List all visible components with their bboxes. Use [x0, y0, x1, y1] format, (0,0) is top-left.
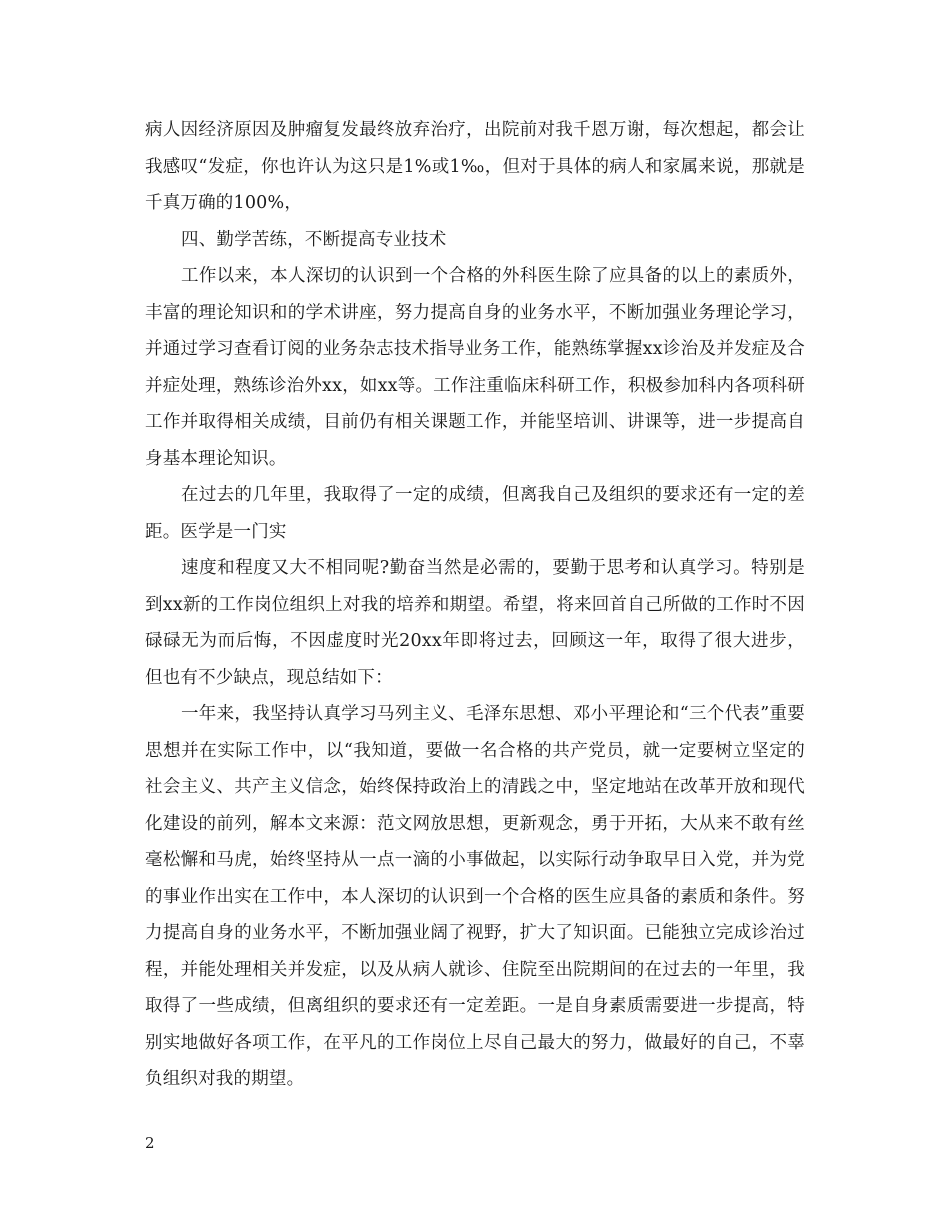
paragraph-year-summary: 一年来，我坚持认真学习马列主义、毛泽东思想、邓小平理论和“三个代表”重要思想并在实际工作中，以“我知道，要做一名合格的共产党员，就一定要树立坚定的社会主义、共产主义信念，始终保持政治上的清践之中，坚定地站在改革开放和现代化建设的前列，解本文来源：范文网放思想，更新观念，勇于开拓，大从来不敢有丝毫松懈和马虎，始终坚持从一点一滴的小事做起，以实际行动争取早日入党，并为党的事业作出实在工作中，本人深切的认识到一个合格的医生应具备的素质和条件。努力提高自身的业务水平，不断加强业阔了视野，扩大了知识面。已能独立完成诊治过程，并能处理相关并发症，以及从病人就诊、住院至出院期间的在过去的一年里，我取得了一些成绩，但离组织的要求还有一定差距。一是自身素质需要进一步提高，特别实地做好各项工作，在平凡的工作岗位上尽自己最大的努力，做最好的自己，不辜负组织对我的期望。: [145, 704, 805, 1089]
paragraph-progress: 速度和程度又大不相同呢?勤奋当然是必需的，要勤于思考和认真学习。特别是到xx新的工作岗位组织上对我的培养和期望。希望，将来回首自己所做的工作时不因碌碌无为而后悔，不因虚度时光20xx年即将过去，回顾这一年，取得了很大进步，但也有不少缺点，现总结如下：: [145, 558, 805, 688]
paragraph-continued: 病人因经济原因及肿瘤复发最终放弃治疗，出院前对我千恩万谢，每次想起，都会让我感叹“发症，你也许认为这只是1%或1‰，但对于具体的病人和家属来说，那就是千真万确的100%，: [145, 120, 805, 213]
page-number: 2: [145, 1134, 155, 1152]
paragraph-achievements: 在过去的几年里，我取得了一定的成绩，但离我自己及组织的要求还有一定的差距。医学是一门实: [145, 485, 805, 542]
document-body: [145, 112, 805, 1098]
paragraph-study: 工作以来，本人深切的认识到一个合格的外科医生除了应具备的以上的素质外，丰富的理论知识和的学术讲座，努力提高自身的业务水平，不断加强业务理论学习，并通过学习查看订阅的业务杂志技术指导业务工作，能熟练掌握xx诊治及并发症及合并症处理，熟练诊治外xx，如xx等。工作注重临床科研工作，积极参加科内各项科研工作并取得相关成绩，目前仍有相关课题工作，并能坚培训、讲课等，进一步提高自身基本理论知识。: [145, 266, 805, 469]
section-heading: 四、勤学苦练，不断提高专业技术: [181, 229, 447, 250]
